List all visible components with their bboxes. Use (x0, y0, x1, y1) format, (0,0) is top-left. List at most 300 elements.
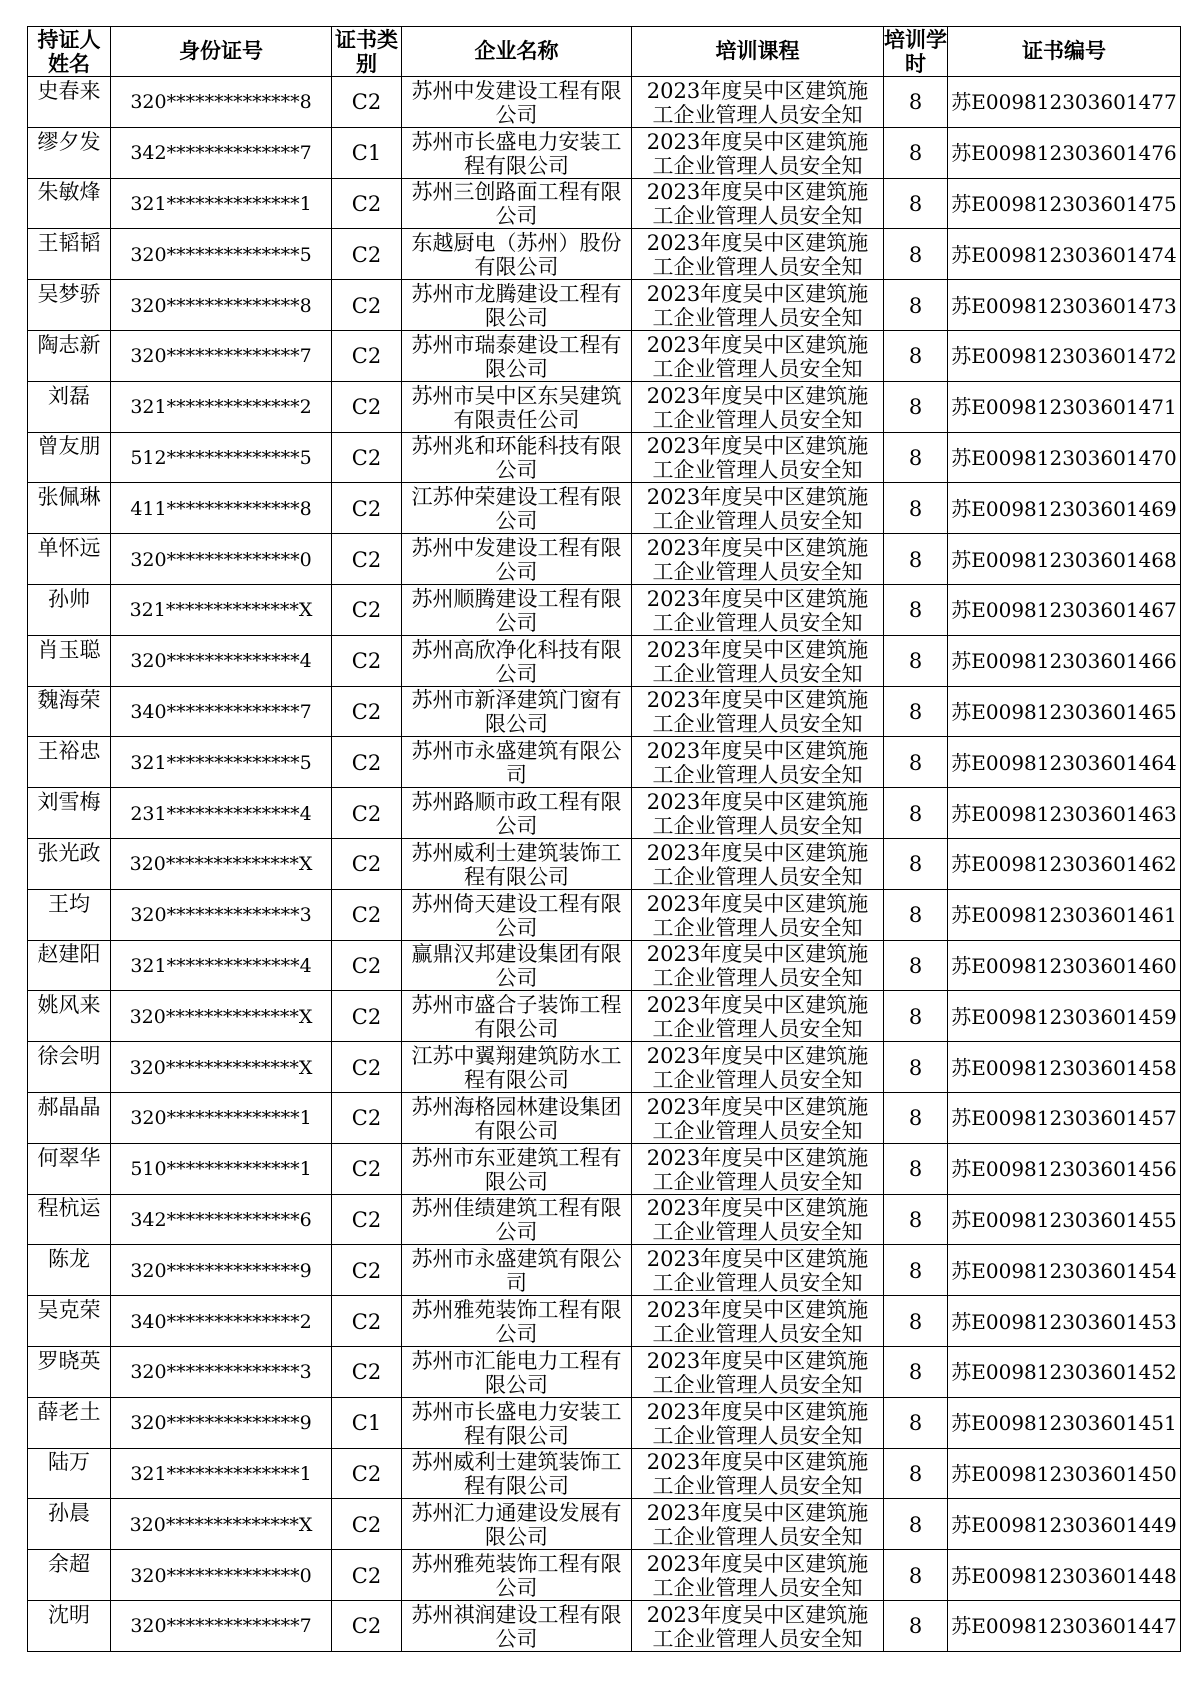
company-name-text: 苏州市长盛电力安装工程有限公司 (411, 129, 622, 177)
cert-type-text: C2 (351, 1360, 382, 1385)
company-name-text: 苏州中发建设工程有限公司 (411, 78, 622, 126)
table-row (28, 77, 1181, 128)
id-number-cell (111, 737, 332, 788)
table-row (28, 1092, 1181, 1143)
company-name-text: 苏州三创路面工程有限公司 (411, 180, 622, 228)
table-row (28, 889, 1181, 940)
cert-number-text: 苏E009812303601472 (951, 344, 1177, 369)
holder-name-cell (28, 280, 111, 331)
company-name-text: 苏州兆和环能科技有限公司 (411, 434, 622, 482)
company-name-text: 赢鼎汉邦建设集团有限公司 (411, 942, 622, 990)
company-name-text: 苏州市吴中区东吴建筑有限责任公司 (411, 383, 622, 431)
header-training-course: 培训课程 (632, 27, 884, 77)
holder-name-cell (28, 991, 111, 1042)
training-hours-cell (884, 1143, 948, 1194)
holder-name-cell (28, 1092, 111, 1143)
training-hours-cell (884, 584, 948, 635)
company-name-cell (402, 940, 632, 991)
table-row (28, 330, 1181, 381)
holder-name-text: 余超 (48, 1552, 90, 1576)
cert-type-cell (332, 889, 402, 940)
cert-type-text: C2 (351, 1207, 382, 1232)
table-row (28, 1499, 1181, 1550)
cert-number-text: 苏E009812303601468 (951, 547, 1177, 572)
company-name-cell (402, 178, 632, 229)
cert-number-cell (948, 1499, 1181, 1550)
holder-name-text: 薛老土 (37, 1399, 101, 1424)
holder-name-text: 张光政 (37, 840, 101, 865)
id-number-text: 342**************6 (130, 1208, 312, 1231)
id-number-text: 320**************9 (130, 1412, 312, 1435)
cert-type-cell (332, 1245, 402, 1296)
training-hours-cell (884, 1600, 948, 1651)
id-number-cell (111, 1296, 332, 1347)
company-name-cell (402, 1042, 632, 1093)
cert-type-cell (332, 432, 402, 483)
holder-name-text: 朱敏烽 (37, 180, 101, 205)
company-name-cell (402, 1143, 632, 1194)
cert-number-cell (948, 280, 1181, 331)
training-hours-cell (884, 330, 948, 381)
training-course-text: 2023年度吴中区建筑施工企业管理人员安全知 (646, 1044, 869, 1092)
company-name-text: 苏州威利士建筑装饰工程有限公司 (411, 1450, 622, 1498)
training-course-text: 2023年度吴中区建筑施工企业管理人员安全知 (646, 129, 869, 177)
training-hours-cell (884, 534, 948, 585)
cert-type-text: C1 (351, 1411, 382, 1436)
training-course-cell (632, 737, 884, 788)
cert-number-text: 苏E009812303601462 (951, 852, 1177, 877)
training-hours-text: 8 (908, 1207, 923, 1232)
cert-number-text: 苏E009812303601458 (951, 1055, 1177, 1080)
table-row (28, 940, 1181, 991)
training-course-text: 2023年度吴中区建筑施工企业管理人员安全知 (646, 282, 869, 330)
header-cert-type: 证书类别 (332, 27, 402, 77)
cert-number-cell (948, 1296, 1181, 1347)
cert-number-text: 苏E009812303601460 (951, 953, 1177, 978)
id-number-cell (111, 178, 332, 229)
holder-name-text: 张佩琳 (37, 485, 101, 510)
id-number-cell (111, 1600, 332, 1651)
training-course-cell (632, 1092, 884, 1143)
training-hours-text: 8 (908, 1309, 923, 1334)
id-number-cell (111, 229, 332, 280)
cert-type-text: C2 (351, 953, 382, 978)
cert-type-text: C2 (351, 750, 382, 775)
cert-number-cell (948, 1346, 1181, 1397)
training-hours-text: 8 (908, 293, 923, 318)
id-number-cell (111, 1499, 332, 1550)
training-course-text: 2023年度吴中区建筑施工企业管理人员安全知 (646, 1501, 869, 1549)
training-hours-cell (884, 1296, 948, 1347)
id-number-text: 321**************2 (130, 396, 312, 419)
training-course-cell (632, 1042, 884, 1093)
cert-number-cell (948, 1245, 1181, 1296)
cert-type-cell (332, 127, 402, 178)
id-number-text: 231**************4 (130, 802, 312, 825)
cert-type-cell (332, 1448, 402, 1499)
company-name-text: 苏州市长盛电力安装工程有限公司 (411, 1399, 622, 1447)
training-hours-text: 8 (908, 496, 923, 521)
id-number-cell (111, 889, 332, 940)
cert-type-text: C2 (351, 852, 382, 877)
cert-type-text: C2 (351, 598, 382, 623)
cert-number-cell (948, 178, 1181, 229)
training-course-text: 2023年度吴中区建筑施工企业管理人员安全知 (646, 180, 869, 228)
cert-number-text: 苏E009812303601450 (951, 1461, 1177, 1486)
company-name-text: 苏州市龙腾建设工程有限公司 (411, 282, 622, 330)
cert-type-cell (332, 1143, 402, 1194)
table-row (28, 1143, 1181, 1194)
header-company-name: 企业名称 (402, 27, 632, 77)
training-hours-text: 8 (908, 750, 923, 775)
holder-name-cell (28, 737, 111, 788)
training-course-text: 2023年度吴中区建筑施工企业管理人员安全知 (646, 790, 869, 838)
cert-type-text: C2 (351, 1055, 382, 1080)
id-number-text: 320**************1 (130, 1107, 312, 1130)
training-hours-cell (884, 1092, 948, 1143)
cert-type-cell (332, 1499, 402, 1550)
header-training-hours: 培训学时 (884, 28, 947, 76)
id-number-text: 320**************0 (130, 548, 312, 571)
company-name-cell (402, 1296, 632, 1347)
table-row (28, 1397, 1181, 1448)
id-number-cell (111, 940, 332, 991)
cert-type-text: C2 (351, 496, 382, 521)
holder-name-cell (28, 1448, 111, 1499)
holder-name-text: 单怀远 (37, 536, 101, 561)
cert-type-text: C2 (351, 801, 382, 826)
training-hours-cell (884, 432, 948, 483)
training-hours-text: 8 (908, 598, 923, 623)
cert-number-text: 苏E009812303601453 (951, 1309, 1177, 1334)
holder-name-text: 陶志新 (37, 332, 101, 357)
cert-type-cell (332, 534, 402, 585)
holder-name-cell (28, 229, 111, 280)
company-name-cell (402, 635, 632, 686)
cert-type-cell (332, 1397, 402, 1448)
id-number-cell (111, 1194, 332, 1245)
training-course-text: 2023年度吴中区建筑施工企业管理人员安全知 (646, 739, 869, 787)
id-number-text: 340**************7 (130, 700, 312, 723)
cert-type-cell (332, 940, 402, 991)
cert-type-cell (332, 1042, 402, 1093)
cert-type-cell (332, 483, 402, 534)
table-row (28, 991, 1181, 1042)
table-row (28, 432, 1181, 483)
cert-type-text: C2 (351, 90, 382, 115)
cert-number-cell (948, 330, 1181, 381)
company-name-text: 苏州威利士建筑装饰工程有限公司 (411, 840, 622, 888)
table-row (28, 1296, 1181, 1347)
cert-type-text: C2 (351, 1106, 382, 1131)
training-hours-text: 8 (908, 344, 923, 369)
training-course-cell (632, 229, 884, 280)
cert-number-text: 苏E009812303601452 (951, 1360, 1177, 1385)
training-course-cell (632, 584, 884, 635)
holder-name-text: 孙帅 (48, 586, 90, 611)
id-number-text: 320**************X (129, 1005, 313, 1028)
table-header-row (28, 27, 1181, 77)
certificate-table-sheet (27, 26, 1181, 1652)
training-hours-cell (884, 991, 948, 1042)
holder-name-text: 刘雪梅 (37, 790, 101, 815)
holder-name-cell (28, 1346, 111, 1397)
training-hours-text: 8 (908, 1512, 923, 1537)
cert-type-text: C2 (351, 445, 382, 470)
holder-name-text: 缪夕发 (37, 129, 101, 154)
cert-type-text: C2 (351, 1258, 382, 1283)
holder-name-cell (28, 77, 111, 128)
training-hours-text: 8 (908, 1055, 923, 1080)
training-hours-text: 8 (908, 1360, 923, 1385)
cert-number-text: 苏E009812303601466 (951, 649, 1177, 674)
holder-name-cell (28, 889, 111, 940)
cert-number-text: 苏E009812303601470 (951, 445, 1177, 470)
training-hours-cell (884, 280, 948, 331)
training-course-text: 2023年度吴中区建筑施工企业管理人员安全知 (646, 78, 869, 126)
training-hours-cell (884, 686, 948, 737)
id-number-cell (111, 788, 332, 839)
training-course-cell (632, 788, 884, 839)
training-course-text: 2023年度吴中区建筑施工企业管理人员安全知 (646, 993, 869, 1041)
cert-type-cell (332, 635, 402, 686)
id-number-text: 342**************7 (130, 142, 312, 165)
training-hours-text: 8 (908, 1106, 923, 1131)
company-name-text: 苏州中发建设工程有限公司 (411, 536, 622, 584)
training-course-cell (632, 1499, 884, 1550)
company-name-cell (402, 1499, 632, 1550)
cert-number-cell (948, 1042, 1181, 1093)
company-name-cell (402, 534, 632, 585)
training-course-text: 2023年度吴中区建筑施工企业管理人员安全知 (646, 383, 869, 431)
holder-name-text: 王韬韬 (37, 231, 101, 256)
training-course-cell (632, 1346, 884, 1397)
id-number-cell (111, 1550, 332, 1601)
table-row (28, 1042, 1181, 1093)
training-course-text: 2023年度吴中区建筑施工企业管理人员安全知 (646, 637, 869, 685)
cert-type-cell (332, 1550, 402, 1601)
id-number-text: 340**************2 (130, 1310, 312, 1333)
cert-type-cell (332, 229, 402, 280)
company-name-cell (402, 1550, 632, 1601)
company-name-cell (402, 1092, 632, 1143)
cert-type-cell (332, 991, 402, 1042)
training-hours-text: 8 (908, 801, 923, 826)
id-number-cell (111, 77, 332, 128)
cert-type-cell (332, 584, 402, 635)
company-name-cell (402, 127, 632, 178)
company-name-text: 苏州雅苑装饰工程有限公司 (411, 1552, 622, 1599)
training-hours-cell (884, 178, 948, 229)
holder-name-cell (28, 1245, 111, 1296)
holder-name-text: 郝晶晶 (37, 1094, 101, 1119)
holder-name-cell (28, 1042, 111, 1093)
table-row (28, 584, 1181, 635)
id-number-cell (111, 838, 332, 889)
training-hours-text: 8 (908, 903, 923, 928)
id-number-text: 320**************7 (130, 345, 312, 368)
table-row (28, 686, 1181, 737)
training-hours-text: 8 (908, 1004, 923, 1029)
training-hours-cell (884, 1550, 948, 1601)
cert-type-text: C2 (351, 699, 382, 724)
cert-number-cell (948, 229, 1181, 280)
cert-number-text: 苏E009812303601467 (951, 598, 1177, 623)
training-course-text: 2023年度吴中区建筑施工企业管理人员安全知 (646, 231, 869, 279)
id-number-cell (111, 330, 332, 381)
holder-name-text: 沈明 (48, 1602, 90, 1627)
id-number-cell (111, 1042, 332, 1093)
id-number-cell (111, 584, 332, 635)
cert-number-text: 苏E009812303601469 (951, 496, 1177, 521)
cert-type-text: C2 (351, 242, 382, 267)
company-name-text: 苏州海格园林建设集团有限公司 (411, 1094, 622, 1142)
cert-type-text: C2 (351, 1563, 382, 1588)
holder-name-cell (28, 686, 111, 737)
company-name-cell (402, 1245, 632, 1296)
cert-type-cell (332, 77, 402, 128)
training-course-text: 2023年度吴中区建筑施工企业管理人员安全知 (646, 332, 869, 380)
id-number-cell (111, 1397, 332, 1448)
training-hours-cell (884, 1346, 948, 1397)
holder-name-cell (28, 788, 111, 839)
id-number-text: 320**************4 (130, 650, 312, 673)
training-course-text: 2023年度吴中区建筑施工企业管理人员安全知 (646, 1450, 869, 1498)
holder-name-text: 罗晓英 (37, 1348, 101, 1373)
id-number-text: 320**************5 (130, 243, 312, 266)
training-hours-text: 8 (908, 547, 923, 572)
company-name-cell (402, 381, 632, 432)
table-row (28, 838, 1181, 889)
holder-name-cell (28, 635, 111, 686)
table-row (28, 788, 1181, 839)
training-course-cell (632, 1296, 884, 1347)
cert-number-cell (948, 534, 1181, 585)
id-number-text: 411**************8 (130, 497, 312, 520)
cert-number-cell (948, 1600, 1181, 1651)
table-row (28, 1346, 1181, 1397)
cert-number-text: 苏E009812303601457 (951, 1106, 1177, 1131)
company-name-text: 苏州路顺市政工程有限公司 (411, 790, 622, 838)
cert-type-text: C2 (351, 1157, 382, 1182)
training-course-cell (632, 889, 884, 940)
training-course-cell (632, 280, 884, 331)
cert-number-cell (948, 77, 1181, 128)
holder-name-text: 赵建阳 (37, 942, 101, 967)
certificate-table (27, 26, 1181, 1652)
id-number-text: 510**************1 (130, 1158, 312, 1181)
cert-type-cell (332, 330, 402, 381)
cert-type-cell (332, 178, 402, 229)
company-name-cell (402, 1600, 632, 1651)
company-name-text: 苏州市新泽建筑门窗有限公司 (411, 688, 622, 736)
training-hours-text: 8 (908, 1157, 923, 1182)
company-name-text: 苏州市东亚建筑工程有限公司 (411, 1145, 622, 1193)
cert-number-cell (948, 1550, 1181, 1601)
training-hours-cell (884, 635, 948, 686)
header-cert-number: 证书编号 (948, 27, 1181, 77)
training-hours-cell (884, 838, 948, 889)
id-number-text: 320**************9 (130, 1259, 312, 1282)
training-hours-text: 8 (908, 141, 923, 166)
training-course-text: 2023年度吴中区建筑施工企业管理人员安全知 (646, 942, 869, 990)
holder-name-cell (28, 1143, 111, 1194)
cert-type-text: C2 (351, 1004, 382, 1029)
holder-name-text: 刘磊 (48, 383, 90, 408)
company-name-cell (402, 77, 632, 128)
id-number-text: 321**************1 (130, 1462, 312, 1485)
training-hours-text: 8 (908, 1614, 923, 1639)
training-hours-text: 8 (908, 852, 923, 877)
company-name-text: 苏州高欣净化科技有限公司 (411, 637, 622, 685)
company-name-cell (402, 483, 632, 534)
id-number-text: 321**************4 (130, 954, 312, 977)
company-name-cell (402, 1346, 632, 1397)
training-hours-text: 8 (908, 649, 923, 674)
id-number-text: 320**************X (129, 1056, 313, 1079)
training-course-text: 2023年度吴中区建筑施工企业管理人员安全知 (646, 1145, 869, 1193)
holder-name-cell (28, 330, 111, 381)
training-course-cell (632, 635, 884, 686)
id-number-cell (111, 1092, 332, 1143)
holder-name-text: 姚风来 (37, 993, 101, 1018)
holder-name-text: 吴克荣 (37, 1298, 101, 1323)
header-id-number: 身份证号 (111, 27, 332, 77)
training-hours-cell (884, 940, 948, 991)
holder-name-cell (28, 1296, 111, 1347)
id-number-text: 320**************X (129, 853, 313, 876)
training-hours-cell (884, 127, 948, 178)
table-row (28, 635, 1181, 686)
cert-type-cell (332, 280, 402, 331)
cert-number-cell (948, 788, 1181, 839)
cert-type-text: C2 (351, 649, 382, 674)
holder-name-text: 何翠华 (37, 1145, 101, 1170)
cert-type-text: C2 (351, 1461, 382, 1486)
holder-name-text: 孙晨 (48, 1501, 90, 1526)
holder-name-cell (28, 127, 111, 178)
id-number-cell (111, 1448, 332, 1499)
cert-number-text: 苏E009812303601474 (951, 242, 1177, 267)
company-name-cell (402, 1448, 632, 1499)
id-number-text: 320**************7 (130, 1615, 312, 1638)
training-course-text: 2023年度吴中区建筑施工企业管理人员安全知 (646, 1348, 869, 1396)
cert-type-cell (332, 1092, 402, 1143)
holder-name-cell (28, 940, 111, 991)
company-name-cell (402, 330, 632, 381)
id-number-cell (111, 1346, 332, 1397)
training-hours-cell (884, 1245, 948, 1296)
id-number-text: 320**************X (129, 1513, 313, 1536)
company-name-text: 苏州市瑞泰建设工程有限公司 (411, 332, 622, 380)
id-number-cell (111, 1143, 332, 1194)
header-holder-name: 持证人姓名 (28, 27, 111, 77)
training-hours-cell (884, 77, 948, 128)
holder-name-text: 陈龙 (48, 1247, 90, 1272)
id-number-text: 512**************5 (130, 446, 312, 469)
cert-number-text: 苏E009812303601473 (951, 293, 1177, 318)
holder-name-cell (28, 534, 111, 585)
id-number-cell (111, 1245, 332, 1296)
training-hours-cell (884, 737, 948, 788)
company-name-cell (402, 686, 632, 737)
company-name-text: 苏州雅苑装饰工程有限公司 (411, 1298, 622, 1346)
cert-type-text: C2 (351, 191, 382, 216)
cert-number-cell (948, 127, 1181, 178)
training-hours-text: 8 (908, 1411, 923, 1436)
training-course-cell (632, 483, 884, 534)
training-hours-cell (884, 1194, 948, 1245)
